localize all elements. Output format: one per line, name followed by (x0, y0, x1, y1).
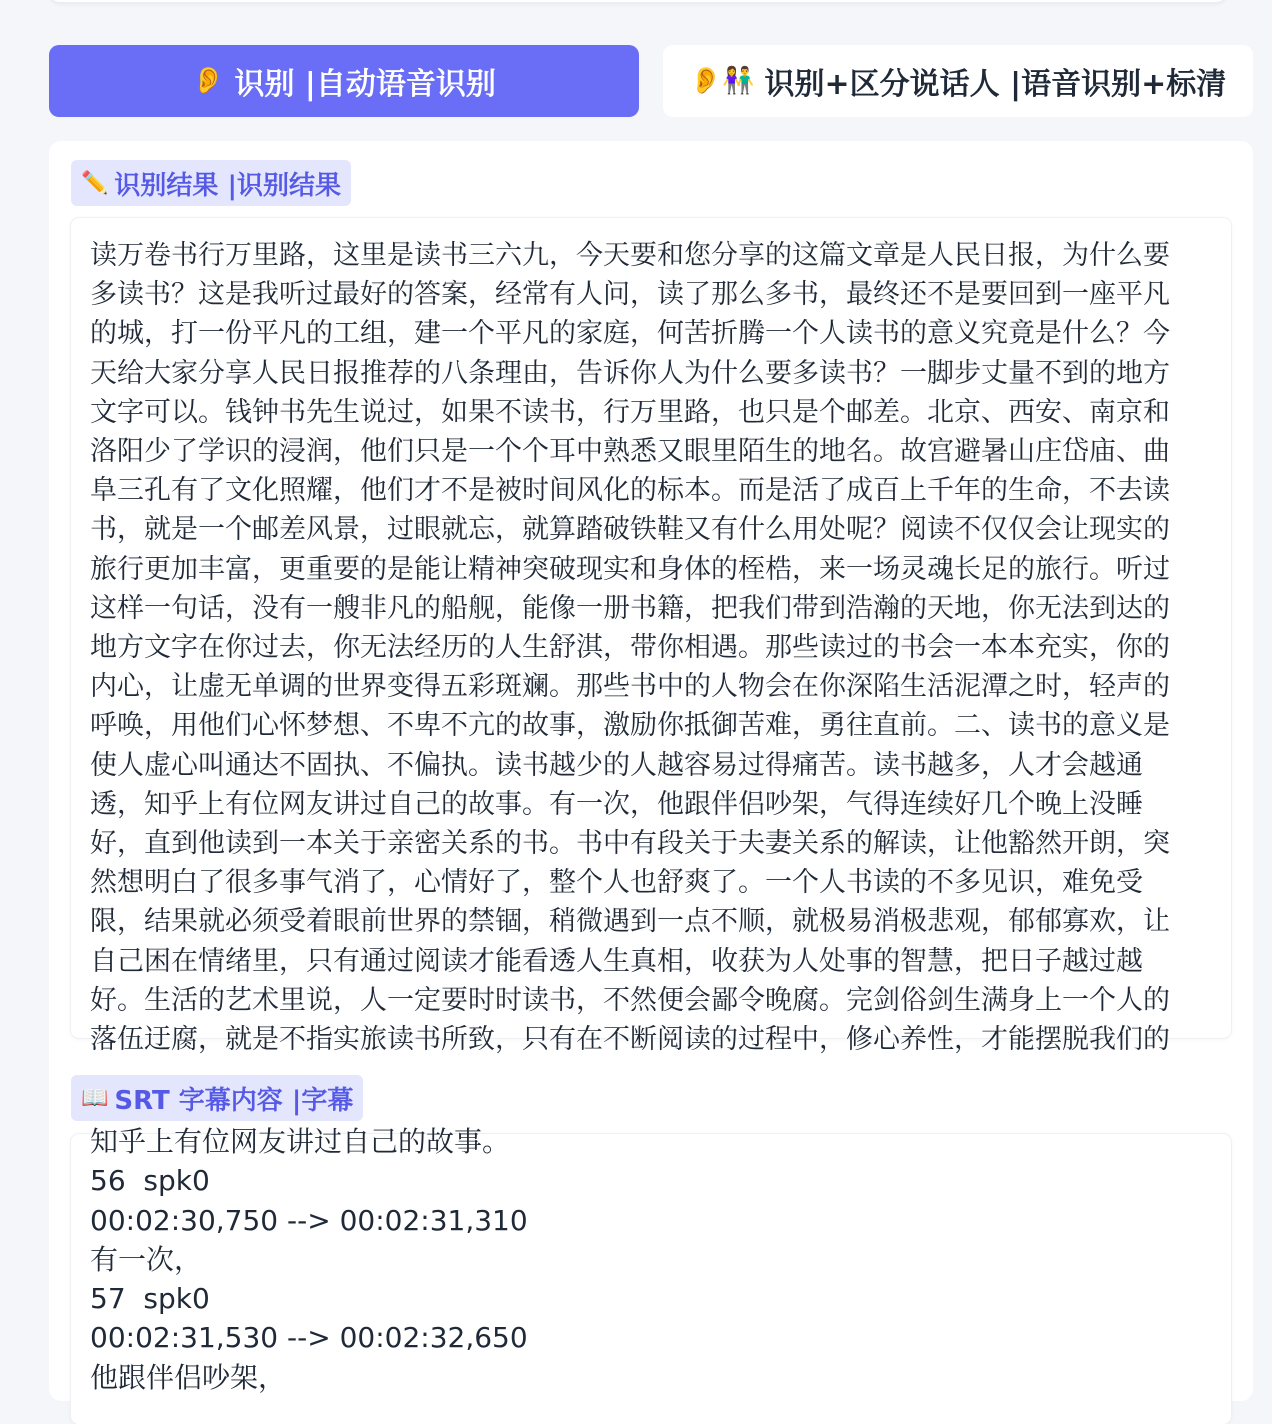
result-text (90, 236, 1213, 1059)
mode-tabs (49, 45, 1253, 117)
result-line: 文字可以。钱钟书先生说过，如果不读书，行万里路，也只是个邮差。北京、西安、南京和 (90, 396, 1170, 428)
tab-asr-label: 识别 |自动语音识别 (234, 67, 496, 102)
srt-text (90, 1122, 1213, 1397)
srt-textarea[interactable] (71, 1125, 1231, 1424)
srt-line: 知乎上有位网友讲过自己的故事。 (90, 1125, 511, 1158)
result-label-text: 识别结果 |识别结果 (114, 170, 341, 201)
srt-line: 56 spk0 (90, 1164, 210, 1198)
result-line: 透，知乎上有位网友讲过自己的故事。有一次，他跟伴侣吵架，气得连续好几个晚上没睡 (90, 788, 1143, 820)
result-line: 好，直到他读到一本关于亲密关系的书。书中有段关于夫妻关系的解读，让他豁然开朗，突 (90, 828, 1170, 860)
result-line: 的城，打一份平凡的工组，建一个平凡的家庭，何苦折腾一个人读书的意义究竟是什么？今 (90, 318, 1170, 350)
result-line: 自己困在情绪里，只有通过阅读才能看透人生真相，收获为人处事的智慧，把日子越过越 (90, 945, 1143, 977)
result-line: 然想明白了很多事气消了，心情好了，整个人也舒爽了。一个人书读的不多见识，难免受 (90, 867, 1143, 899)
srt-line: 00:02:31,530 --> 00:02:32,650 (90, 1321, 528, 1355)
result-line: 多读书？这是我听过最好的答案，经常有人问，读了那么多书，最终还不是要回到一座平凡 (90, 279, 1170, 311)
srt-line: 57 spk0 (90, 1282, 210, 1316)
srt-line: 他跟伴侣吵架， (90, 1360, 287, 1394)
result-line: 呼唤，用他们心怀梦想、不卑不亢的故事，激励你抵御苦难，勇往直前。二、读书的意义是 (90, 710, 1170, 742)
book-icon: 📖 (81, 1085, 109, 1111)
previous-card (48, 0, 1228, 2)
result-line: 内心，让虚无单调的世界变得五彩斑斓。那些书中的人物会在你深陷生活泥潭之时，轻声的 (90, 671, 1170, 703)
tab-asr-speaker-label: 识别+区分说话人 |语音识别+标清 (764, 67, 1227, 102)
result-line: 这样一句话，没有一艘非凡的船舰，能像一册书籍，把我们带到浩瀚的天地，你无法到达的 (90, 592, 1170, 624)
result-line: 好。生活的艺术里说，人一定要时时读书，不然便会鄙令晚腐。完剑俗剑生满身上一个人的 (90, 984, 1170, 1016)
result-line: 落伍迂腐，就是不指实旅读书所致，只有在不断阅读的过程中，修心养性，才能摆脱我们的 (90, 1024, 1170, 1056)
result-line: 旅行更加丰富，更重要的是能让精神突破现实和身体的桎梏，来一场灵魂长足的旅行。听过 (90, 553, 1170, 585)
result-line: 阜三孔有了文化照耀，他们才不是被时间风化的标本。而是活了成百上千年的生命，不去读 (90, 475, 1170, 507)
result-line: 天给大家分享人民日报推荐的八条理由，告诉你人为什么要多读书？一脚步丈量不到的地方 (90, 357, 1170, 389)
result-label (71, 160, 351, 206)
result-line: 读万卷书行万里路，这里是读书三六九，今天要和您分享的这篇文章是人民日报，为什么要 (90, 240, 1170, 271)
srt-label (71, 1075, 363, 1121)
result-line: 洛阳少了学识的浸润，他们只是一个个耳中熟悉又眼里陌生的地名。故宫避暑山庄岱庙、曲 (90, 436, 1170, 468)
srt-line: 00:02:30,750 --> 00:02:31,310 (90, 1203, 528, 1237)
pencil-icon: ✏️ (81, 170, 109, 196)
output-panel (49, 141, 1253, 1401)
result-textarea[interactable] (71, 218, 1231, 1056)
result-line: 地方文字在你过去，你无法经历的人生舒淇，带你相遇。那些读过的书会一本本充实，你的 (90, 632, 1170, 664)
srt-label-text: SRT 字幕内容 |字幕 (114, 1085, 354, 1116)
result-line: 书，就是一个邮差风景，过眼就忘，就算踏破铁鞋又有什么用处呢？阅读不仅仅会让现实的 (90, 514, 1170, 546)
tab-asr[interactable] (49, 45, 639, 117)
result-line: 使人虚心叫通达不固执、不偏执。读书越少的人越容易过得痛苦。读书越多，人才会越通 (90, 749, 1143, 781)
tab-asr-speaker[interactable] (663, 45, 1253, 117)
srt-line: 有一次， (90, 1242, 203, 1276)
ear-icon: 👂 (192, 66, 225, 96)
result-line: 限，结果就必须受着眼前世界的禁锢，稍微遇到一点不顺，就极易消极悲观，郁郁寡欢，让 (90, 906, 1170, 938)
ear-people-icon: 👂👫 (689, 66, 755, 96)
